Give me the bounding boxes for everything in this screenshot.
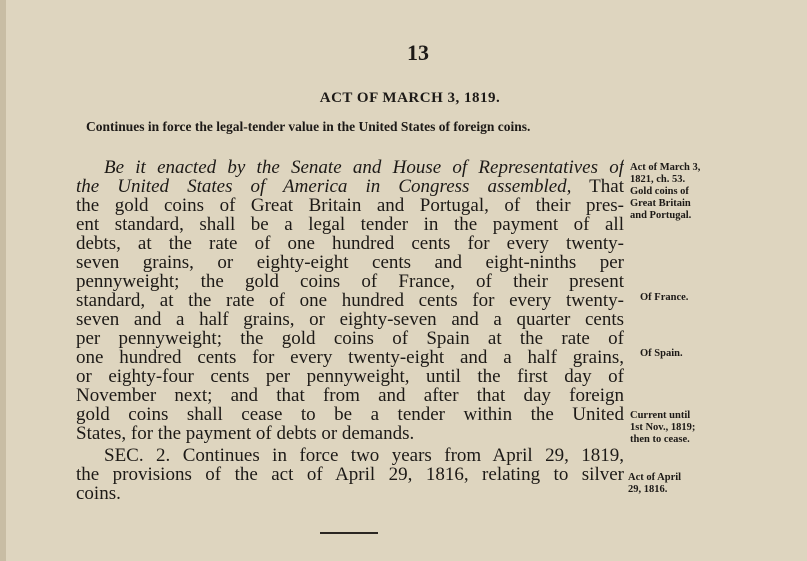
body-line: seven grains, or eighty-eight cents and eight-ninths per	[76, 253, 624, 272]
margin-note-act-ref: Act of March 3, 1821, ch. 53. Gold coins of Great Britain and Portugal.	[630, 162, 701, 221]
body-line: standard, at the rate of one hundred cents for every twenty-	[76, 291, 624, 310]
margin-note-france: Of France.	[640, 292, 689, 303]
body-line: gold coins shall cease to be a tender within the United	[76, 405, 624, 424]
body-line: seven and a half grains, or eighty-seven and a quarter cents	[76, 310, 624, 329]
body-line: November next; and that from and after that day foreign	[76, 386, 624, 405]
body-line: one hundred cents for every twenty-eight and a half grains,	[76, 348, 624, 367]
margin-note-current: Current until 1st Nov., 1819; then to cease.	[630, 410, 696, 445]
body-line: Be it enacted by the Senate and House of Representatives of	[104, 158, 624, 177]
body-line: debts, at the rate of one hundred cents for every twenty-	[76, 234, 624, 253]
page-number: 13	[407, 40, 429, 65]
body-line: SEC. 2. Continues in force two years from April 29, 1819,	[104, 446, 624, 465]
act-title: ACT OF MARCH 3, 1819.	[319, 90, 501, 106]
margin-note-act-april: Act of April 29, 1816.	[628, 472, 682, 495]
body-line: the gold coins of Great Britain and Portugal, of their pres-	[76, 196, 624, 215]
closing-rule	[320, 532, 378, 534]
body-line: per pennyweight; the gold coins of Spain at the rate of	[76, 329, 624, 348]
body-line: States, for the payment of debts or demands.	[76, 424, 415, 443]
page-spine-shadow	[0, 0, 6, 561]
body-line: the United States of America in Congress assembled, That	[76, 177, 624, 196]
body-line: the provisions of the act of April 29, 1816, relating to silver	[76, 465, 624, 484]
body-line: pennyweight; the gold coins of France, of their present	[76, 272, 624, 291]
body-line: ent standard, shall be a legal tender in the payment of all	[76, 215, 624, 234]
body-line: coins.	[76, 484, 121, 503]
act-summary: Continues in force the legal-tender value in the United States of foreign coins.	[86, 119, 531, 134]
body-line: or eighty-four cents per pennyweight, until the first day of	[76, 367, 624, 386]
margin-note-spain: Of Spain.	[640, 348, 683, 359]
